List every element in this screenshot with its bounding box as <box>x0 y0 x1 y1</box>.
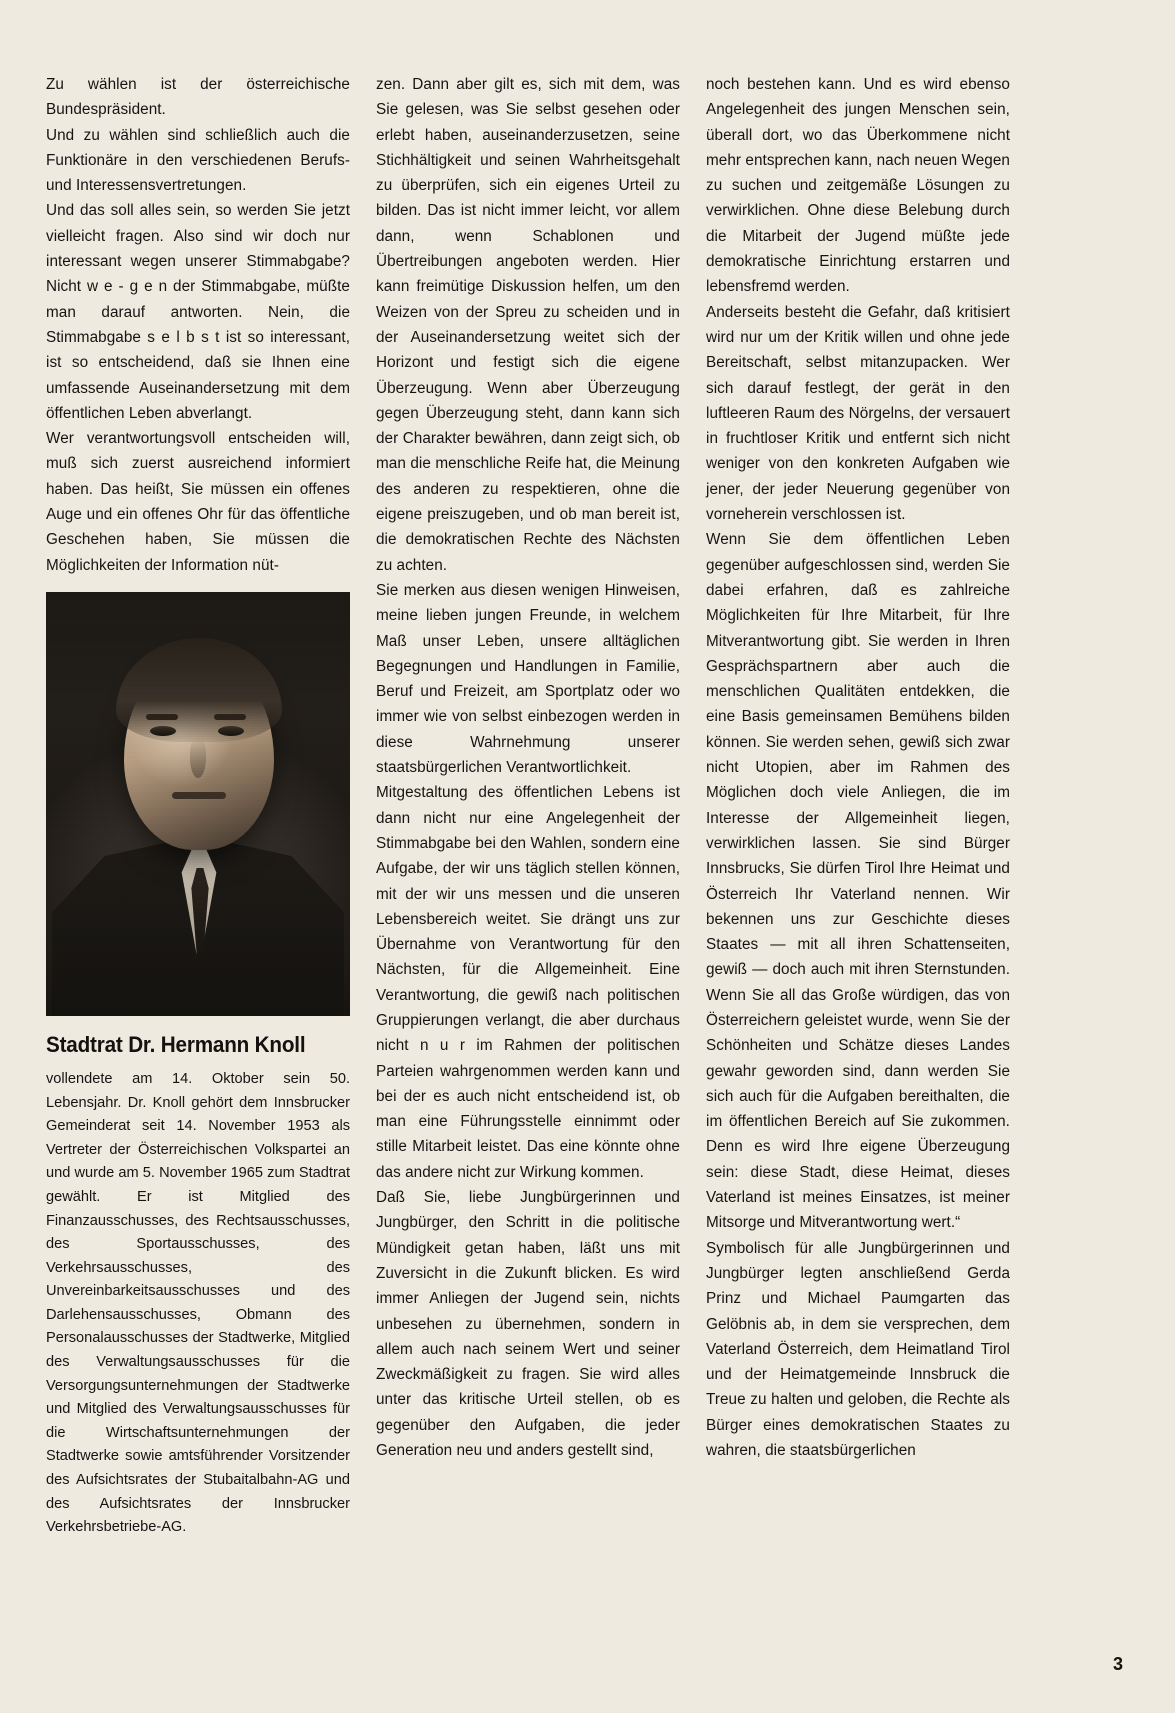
paragraph: Zu wählen ist der österreichische Bundespräsident. <box>46 76 350 119</box>
paragraph: Daß Sie, liebe Jungbürgerinnen und Jungbürger, den Schritt in die politische Mündigkeit getan haben, läßt uns mit Zuversicht in die Zukunft blicken. Es wird immer Anliegen der Jugend sein, nichts unbesehen zu übernehmen, sondern in allem auch nach seinem Wert und seiner Zweckmäßigkeit zu fragen. Sie wird alles unter das kritische Urteil stellen, ob es gegenüber den Aufgaben, die jeder Generation neu und anders gestellt sind, <box>376 1189 680 1460</box>
portrait-photo <box>46 592 350 1016</box>
paragraph: Und das soll alles sein, so werden Sie jetzt vielleicht fragen. Also sind wir doch nur interessant wegen unserer Stimmabgabe? Nicht w e - g e n der Stimmabgabe, müßte man darauf antworten. Nein, die Stimmabgabe s e l b s t ist so interessant, ist so entscheidend, daß sie Ihnen eine umfassende Auseinandersetzung mit dem öffentlichen Leben abverlangt. <box>46 202 350 422</box>
photo-caption-title: Stadtrat Dr. Hermann Knoll <box>46 1031 306 1057</box>
paragraph: Symbolisch für alle Jungbürgerinnen und Jungbürger legten anschließend Gerda Prinz und Michael Paumgarten das Gelöbnis ab, in dem sie versprechen, dem Vaterland Österreich, dem Heimatland Tirol und der Heimatgemeinde Innsbruck die Treue zu halten und geloben, die Rechte als Bürger eines demokratischen Staates zu wahren, die staatsbürgerlichen <box>706 1239 1010 1460</box>
paragraph: Wer verantwortungsvoll entscheiden will, muß sich zuerst ausreichend informiert haben. Das heißt, Sie müssen ein offenes Auge und ein offenes Ohr für das öffentliche Geschehen haben, Sie müssen die Möglichkeiten der Information nüt- <box>46 430 350 574</box>
paragraph: Wenn Sie dem öffentlichen Leben gegenüber aufgeschlossen sind, werden Sie dabei erfahren, daß es zahlreiche Möglichkeiten für Ihre Mitarbeit, für Ihre Mitverantwortung gibt. Sie werden in Ihren Gesprächspartnern aber auch die menschlichen Qualitäten entdekken, die eine Basis gemeinsamen Bemühens bilden können. Sie werden sehen, gewiß sich zwar nicht Utopien, aber im Rahmen des Möglichen doch viele Anliegen, die im Interesse der Allgemeinheit liegen, verwirklichen lassen. Sie sind Bürger Innsbrucks, Sie dürfen Tirol Ihre Heimat und Österreich Ihr Vaterland nennen. Wir bekennen uns zur Geschichte dieses Staates — mit all ihren Schattenseiten, gewiß — doch auch mit ihren Sternstunden. Wenn Sie all das Große würdigen, das von Österreichern geleistet wurde, wenn Sie der Schönheiten und Schätze dieses Landes gewahr geworden sind, dann werden Sie sich auch für die Aufgaben bereithalten, die im öffentlichen Bereich auf Sie zukommen. Denn es wird Ihre eigene Überzeugung sein: diese Stadt, diese Heimat, dieses Vaterland ist meines Einsatzes, ist meiner Mitsorge und Mitverantwortung wert.“ <box>706 531 1010 1232</box>
paragraph: zen. Dann aber gilt es, sich mit dem, was Sie gelesen, was Sie selbst gesehen oder erlebt haben, auseinanderzusetzen, seine Stichhältigkeit und seinen Wahrheitsgehalt zu überprüfen, sich ein eigenes Urteil zu bilden. Das ist nicht immer leicht, vor allem dann, wenn Schablonen und Übertreibungen angeboten werden. Hier kann freimütige Diskussion helfen, um den Weizen von der Spreu zu scheiden und in der Auseinandersetzung weitet sich der Horizont und festigt sich die eigene Überzeugung. Wenn aber Überzeugung gegen Überzeugung steht, dann kann sich der Charakter bewähren, dann zeigt sich, ob man die menschliche Reife hat, die Meinung des anderen zu respektieren, ohne die eigene preiszugeben, und ob man bereit ist, die demokratischen Rechte des Nächsten zu achten. <box>376 76 680 574</box>
paragraph: Mitgestaltung des öffentlichen Lebens ist dann nicht nur eine Angelegenheit der Stimmabgabe bei den Wahlen, sondern eine Aufgabe, der wir uns täglich stellen können, mit der wir uns messen und die unseren Lebensbereich weitet. Sie drängt uns zur Übernahme von Verantwortung für den Nächsten, für die Allgemeinheit. Eine Verantwortung, die gewiß nach politischen Gruppierungen verlangt, die aber durchaus nicht n u r im Rahmen der politischen Parteien wahrgenommen werden kann und bei der es auch nicht entscheidend ist, ob man eine Führungsstelle einnimmt oder stille Mitarbeit leistet. Das eine könnte ohne das andere nicht zur Wirkung kommen. <box>376 784 680 1181</box>
column-3 <box>706 72 1010 1463</box>
paragraph: Sie merken aus diesen wenigen Hinweisen, meine lieben jungen Freunde, in welchem Maß unser Leben, unsere alltäglichen Begegnungen und Handlungen in Familie, Beruf und Freizeit, am Sportplatz oder wo immer wie von selbst einbezogen werden in diese Wahrnehmung unserer staatsbürgerlichen Verantwortlichkeit. <box>376 581 680 777</box>
paragraph: noch bestehen kann. Und es wird ebenso Angelegenheit des jungen Menschen sein, überall dort, wo das Überkommene nicht mehr entsprechen kann, nach neuen Wegen zu suchen und zeitgemäße Lösungen zu verwirklichen. Ohne diese Belebung durch die Mitarbeit der Jugend müßte jede demokratische Einrichtung erstarren und lebensfremd werden. <box>706 76 1010 296</box>
page-number: 3 <box>1112 1654 1123 1674</box>
text-columns <box>46 72 1123 1540</box>
paragraph: Anderseits besteht die Gefahr, daß kritisiert wird nur um der Kritik willen und ohne jede Bereitschaft, selbst mitanzupacken. Wer sich darauf festlegt, der gerät in den luftleeren Raum des Nörgelns, der versauert in fruchtloser Kritik und entfernt sich nicht weniger von den konkreten Aufgaben wie jener, der jeder Neuerung gegenüber von vorneherein verschlossen ist. <box>706 303 1010 524</box>
paragraph: Und zu wählen sind schließlich auch die Funktionäre in den verschiedenen Berufs- und Interessensvertretungen. <box>46 126 350 195</box>
column-1 <box>46 72 350 1540</box>
photo-grain-overlay <box>46 592 350 1016</box>
column-2 <box>376 72 680 1463</box>
photo-caption-body: vollendete am 14. Oktober sein 50. Lebensjahr. Dr. Knoll gehört dem Innsbrucker Gemeinderat seit 14. November 1953 als Vertreter der Österreichischen Volkspartei an und wurde am 5. November 1965 zum Stadtrat gewählt. Er ist Mitglied des Finanzausschusses, des Rechtsausschusses, des Sportausschusses, des Verkehrsausschusses, des Unvereinbarkeitsausschusses und des Darlehensausschusses, Obmann des Personalausschusses der Stadtwerke, Mitglied des Verwaltungsausschusses für die Versorgungsunternehmungen der Stadtwerke und Mitglied des Verwaltungsausschusses für die Wirtschaftsunternehmungen der Stadtwerke sowie amtsführender Vorsitzender des Aufsichtsrates der Stubaitalbahn-AG und des Aufsichtsrates der Innsbrucker Verkehrsbetriebe-AG. <box>46 1070 350 1536</box>
